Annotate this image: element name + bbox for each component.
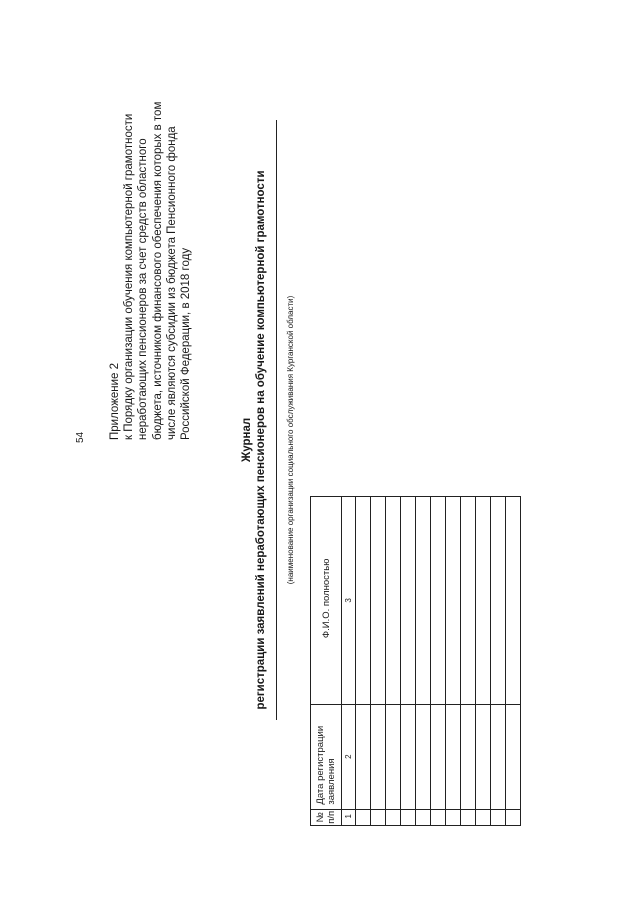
table-cell xyxy=(506,809,521,825)
table-cell xyxy=(491,497,506,705)
table-cell xyxy=(356,704,371,809)
table-row xyxy=(386,497,401,826)
appendix-line: бюджета, источником финансового обеспечения которых в том xyxy=(151,101,164,440)
journal-title xyxy=(240,0,268,900)
appendix-line: к Порядку организации обучения компьютерной грамотности xyxy=(123,113,136,440)
table-header-row xyxy=(311,497,342,826)
table-cell xyxy=(371,497,386,705)
table-row xyxy=(446,497,461,826)
table-cell xyxy=(431,809,446,825)
appendix-block xyxy=(108,60,193,440)
table-cell xyxy=(416,704,431,809)
table-cell xyxy=(446,704,461,809)
table-cell xyxy=(461,497,476,705)
appendix-line: Приложение 2 xyxy=(109,362,121,440)
table-cell xyxy=(401,809,416,825)
table-cell xyxy=(371,809,386,825)
table-row xyxy=(491,497,506,826)
column-number: 3 xyxy=(342,497,356,705)
table-cell xyxy=(371,704,386,809)
column-number: 1 xyxy=(342,809,356,825)
organization-caption: (наименование организации социального обслуживания Курганской области) xyxy=(286,295,295,585)
table-cell xyxy=(356,809,371,825)
header-number-symbol: № xyxy=(315,812,326,823)
journal-table xyxy=(310,496,521,826)
table-cell xyxy=(431,497,446,705)
header-number-abbr: п/п xyxy=(326,810,337,824)
journal-title-line1: Журнал xyxy=(241,417,253,463)
page-number: 54 xyxy=(75,431,86,443)
column-number: 2 xyxy=(342,704,356,809)
appendix-line: Российской Федерации, в 2018 году xyxy=(180,247,193,440)
table-cell xyxy=(476,809,491,825)
table-cell xyxy=(431,704,446,809)
appendix-line: неработающих пенсионеров за счет средств областного xyxy=(137,138,150,440)
table-cell xyxy=(461,704,476,809)
header-number xyxy=(311,809,342,825)
header-date: Дата регистрации заявления xyxy=(311,704,342,809)
appendix-line: числе являются субсидии из бюджета Пенсионного фонда xyxy=(165,126,178,440)
table-cell xyxy=(416,497,431,705)
journal-title-line2: регистрации заявлений неработающих пенсионеров на обучение компьютерной грамотности xyxy=(255,170,267,710)
table-cell xyxy=(491,704,506,809)
table-row xyxy=(356,497,371,826)
table-row xyxy=(416,497,431,826)
column-numbers-row xyxy=(342,497,356,826)
table-row xyxy=(431,497,446,826)
table-row xyxy=(476,497,491,826)
table-cell xyxy=(416,809,431,825)
table-cell xyxy=(401,497,416,705)
table-row xyxy=(401,497,416,826)
table-cell xyxy=(386,704,401,809)
table-cell xyxy=(476,497,491,705)
table-row xyxy=(371,497,386,826)
table-cell xyxy=(476,704,491,809)
table-cell xyxy=(491,809,506,825)
table-cell xyxy=(386,497,401,705)
table-cell xyxy=(401,704,416,809)
table-cell xyxy=(446,809,461,825)
table-cell xyxy=(446,497,461,705)
header-full-name: Ф.И.О. полностью xyxy=(311,497,342,705)
table-cell xyxy=(386,809,401,825)
table-cell xyxy=(506,497,521,705)
table-cell xyxy=(356,497,371,705)
table-cell xyxy=(461,809,476,825)
table-row xyxy=(461,497,476,826)
organization-name-line xyxy=(276,120,277,720)
table-cell xyxy=(506,704,521,809)
table-row xyxy=(506,497,521,826)
